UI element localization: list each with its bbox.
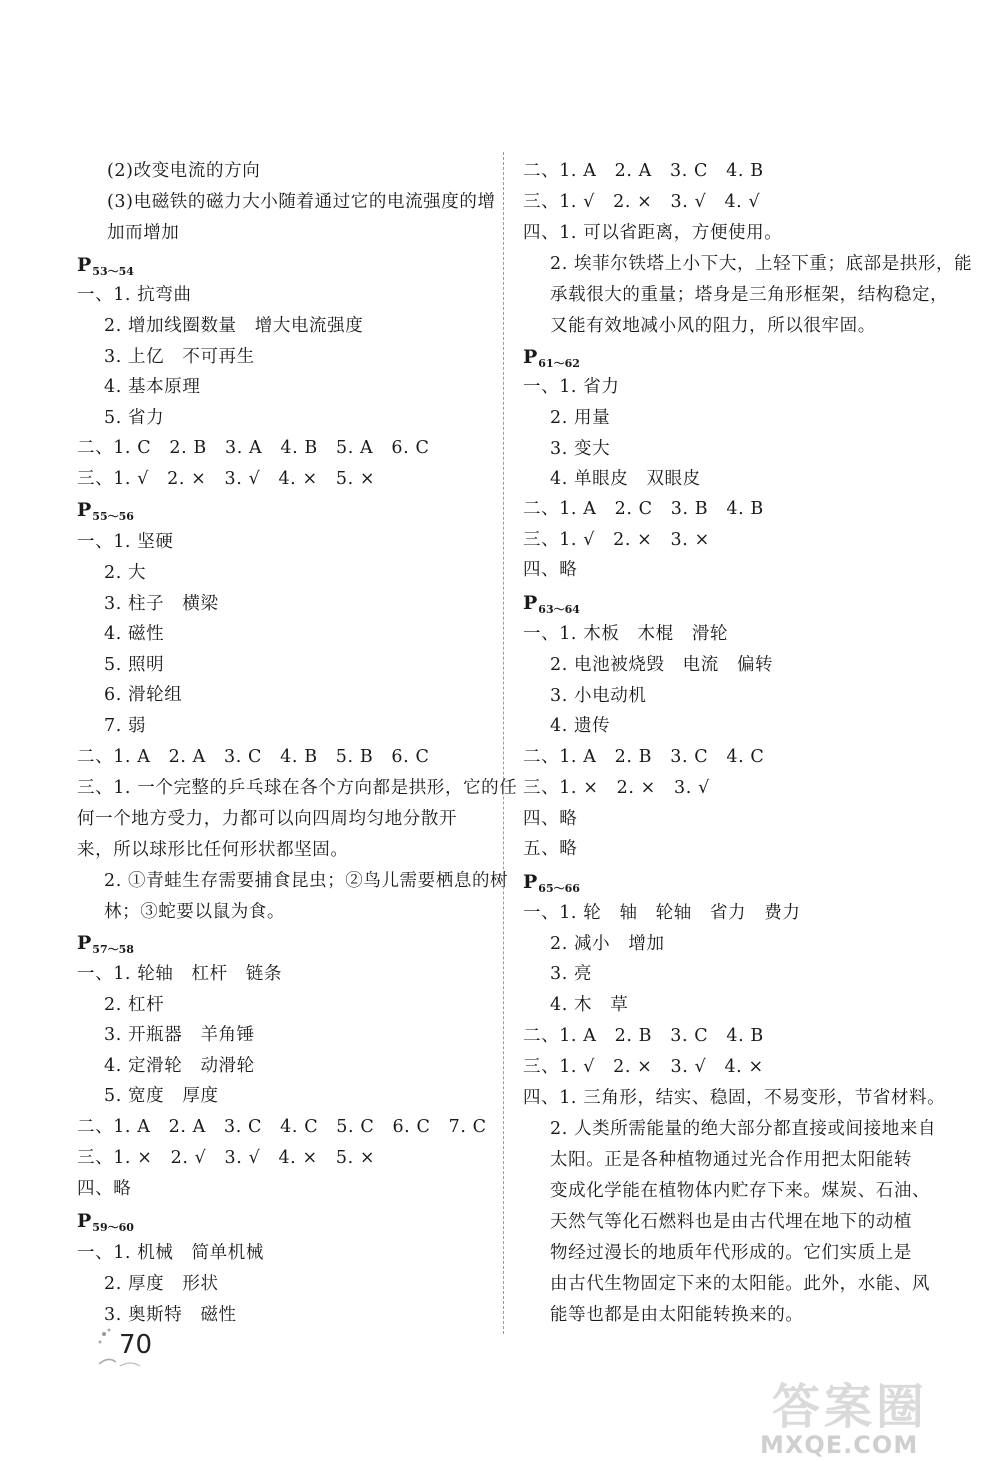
answer-line [523, 159, 764, 183]
answer-text: 2. 厚度 形状 [104, 1274, 219, 1294]
answer-line [107, 221, 179, 245]
answer-line [550, 467, 701, 491]
answer-text: 2. ①青蛙生存需要捕食昆虫；②鸟儿需要栖息的树 [104, 871, 509, 891]
answer-text: 一、1. 轮 轴 轮轴 省力 费力 [523, 903, 801, 923]
page-range-heading [523, 345, 580, 376]
answer-text: 一、1. 省力 [523, 377, 620, 397]
answer-text: 二、1. A 2. A 3. C 4. C 5. C 6. C 7. C [77, 1117, 487, 1137]
answer-text: 四、略 [523, 560, 578, 580]
answer-text: 三、1. × 2. √ 3. √ 4. × 5. × [77, 1148, 376, 1168]
column-divider [503, 152, 504, 1334]
page-range-heading [523, 870, 580, 901]
answer-text: 5. 省力 [104, 408, 165, 428]
answer-line [104, 561, 146, 585]
answer-line [550, 1272, 930, 1296]
answer-line [104, 653, 164, 677]
answer-line [77, 436, 429, 460]
answer-text: 林；③蛇要以鼠为食。 [104, 902, 285, 922]
answer-text: 2. 电池被烧毁 电流 偏转 [550, 655, 774, 675]
answer-text: 4. 磁性 [104, 624, 165, 644]
watermark [760, 1380, 998, 1460]
answer-line [104, 1054, 255, 1078]
answer-line [104, 683, 182, 707]
answer-line [550, 714, 610, 738]
answer-line [523, 190, 760, 214]
answer-text: 加而增加 [107, 223, 180, 243]
answer-line [523, 528, 710, 552]
answer-text: 一、1. 轮轴 杠杆 链条 [77, 964, 283, 984]
answer-line [77, 467, 375, 491]
answer-line [104, 993, 164, 1017]
answer-text: 7. 弱 [104, 716, 147, 736]
answer-text: 来，所以球形比任何形状都坚固。 [77, 840, 349, 860]
answer-line [77, 1241, 264, 1265]
answer-line [523, 1024, 764, 1048]
answer-line [523, 776, 710, 800]
answer-line [104, 592, 219, 616]
answer-text: 由古代生物固定下来的太阳能。此外，水能、风 [550, 1274, 931, 1294]
answer-line [523, 807, 577, 831]
answer-line [77, 1115, 487, 1139]
answer-text: 二、1. A 2. C 3. B 4. B [523, 499, 764, 519]
answer-text: 二、1. A 2. B 3. C 4. B [523, 1026, 764, 1046]
answer-text: 3. 亮 [550, 964, 593, 984]
answer-text: 变成化学能在植物体内贮存下来。煤炭、石油、 [550, 1181, 931, 1201]
page-number: 70 [119, 1330, 153, 1360]
answer-line [77, 962, 282, 986]
answer-text: 又能有效地减小风的阻力，所以很牢固。 [550, 316, 876, 336]
page-range-subscript: 65～66 [538, 882, 580, 895]
answer-text: 2. 减小 增加 [550, 934, 665, 954]
answer-line [523, 497, 764, 521]
answer-text: 4. 基本原理 [104, 377, 201, 397]
answer-line [550, 314, 876, 338]
answer-text: 4. 单眼皮 双眼皮 [550, 469, 701, 489]
answer-line [104, 714, 146, 738]
answer-text: 二、1. A 2. A 3. C 4. B [523, 161, 764, 181]
answer-line [550, 993, 628, 1017]
answer-text: 2. 增加线圈数量 增大电流强度 [104, 316, 364, 336]
answer-line [107, 159, 260, 183]
answer-line [550, 1241, 912, 1265]
answer-text: 二、1. C 2. B 3. A 4. B 5. A 6. C [77, 438, 430, 458]
answer-text: 3. 开瓶器 羊角锤 [104, 1025, 255, 1045]
answer-line [104, 345, 255, 369]
answer-text: 3. 上亿 不可再生 [104, 347, 255, 367]
answer-line [550, 962, 592, 986]
answer-line [550, 1303, 803, 1327]
answer-text: 四、1. 三角形，结实、稳固，不易变形，节省材料。 [523, 1088, 946, 1108]
page-range-heading [77, 931, 134, 962]
answer-line [523, 622, 728, 646]
page-range-heading [523, 591, 580, 622]
watermark-title: 答案圈 [772, 1379, 929, 1435]
answer-text: 4. 定滑轮 动滑轮 [104, 1056, 255, 1076]
answer-text: 3. 变大 [550, 439, 611, 459]
heading-letter: P [77, 254, 92, 276]
answer-text: 四、略 [77, 1179, 132, 1199]
answer-text: 四、1. 可以省距离，方便使用。 [523, 223, 783, 243]
page-range-subscript: 61～62 [538, 357, 580, 370]
answer-line [523, 1086, 945, 1110]
answer-line [107, 190, 496, 214]
answer-text: 何一个地方受力，力都可以向四周均匀地分散开 [77, 809, 458, 829]
answer-text: 2. 人类所需能量的绝大部分都直接或间接地来自 [550, 1119, 937, 1139]
heading-letter: P [77, 499, 92, 521]
answer-text: (3)电磁铁的磁力大小随着通过它的电流强度的增 [107, 192, 496, 212]
answer-line [523, 745, 764, 769]
page-range-subscript: 53～54 [92, 265, 134, 278]
answer-text: 能等也都是由太阳能转换来的。 [550, 1305, 804, 1325]
heading-letter: P [77, 1210, 92, 1232]
answer-line [550, 1179, 930, 1203]
answer-text: 天然气等化石燃料也是由古代埋在地下的动植 [550, 1212, 912, 1232]
answer-line [77, 745, 429, 769]
answer-text: 三、1. √ 2. × 3. √ 4. × [523, 1057, 764, 1077]
heading-letter: P [523, 592, 538, 614]
answer-line [523, 837, 577, 861]
answer-line [77, 530, 173, 554]
answer-line [523, 375, 619, 399]
answer-text: 一、1. 机械 简单机械 [77, 1243, 264, 1263]
answer-text: 3. 柱子 横梁 [104, 594, 219, 614]
page-range-heading [77, 253, 134, 284]
page-range-subscript: 63～64 [538, 603, 580, 616]
answer-line [550, 283, 948, 307]
answer-line [550, 406, 610, 430]
answer-line [523, 558, 577, 582]
answer-text: 物经过漫长的地质年代形成的。它们实质上是 [550, 1243, 912, 1263]
answer-line [523, 901, 800, 925]
answer-text: 4. 木 草 [550, 995, 629, 1015]
heading-letter: P [523, 871, 538, 893]
answer-line [550, 1210, 912, 1234]
answer-line [77, 807, 457, 831]
answer-text: 三、1. × 2. × 3. √ [523, 778, 710, 798]
answer-text: 6. 滑轮组 [104, 685, 183, 705]
answer-line [104, 1084, 219, 1108]
answer-line [550, 1148, 912, 1172]
page-range-subscript: 55～56 [92, 510, 134, 523]
answer-line [550, 932, 665, 956]
answer-text: 2. 大 [104, 563, 147, 583]
answer-text: 一、1. 木板 木棍 滑轮 [523, 624, 729, 644]
answer-line [104, 869, 508, 893]
answer-text: 承载很大的重量；塔身是三角形框架，结构稳定， [550, 285, 949, 305]
answer-line [77, 1146, 375, 1170]
answer-line [104, 1303, 237, 1327]
answer-line [104, 900, 285, 924]
answer-line [104, 406, 164, 430]
answer-line [104, 375, 200, 399]
answer-line [77, 776, 517, 800]
answer-text: 二、1. A 2. B 3. C 4. C [523, 747, 765, 767]
answer-text: (2)改变电流的方向 [107, 161, 261, 181]
page-range-heading [77, 1209, 134, 1240]
answer-line [104, 622, 164, 646]
answer-line [550, 684, 646, 708]
answer-line [550, 1117, 936, 1141]
answer-text: 太阳。正是各种植物通过光合作用把太阳能转 [550, 1150, 912, 1170]
answer-text: 三、1. 一个完整的乒乓球在各个方向都是拱形，它的任 [77, 778, 518, 798]
heading-letter: P [77, 932, 92, 954]
answer-line [77, 283, 192, 307]
answer-line [77, 838, 349, 862]
answer-text: 5. 宽度 厚度 [104, 1086, 219, 1106]
answer-text: 三、1. √ 2. × 3. × [523, 530, 710, 550]
answer-line [550, 653, 773, 677]
answer-line [550, 437, 610, 461]
answer-text: 3. 小电动机 [550, 686, 647, 706]
answer-text: 四、略 [523, 809, 578, 829]
heading-letter: P [523, 346, 538, 368]
answer-line [104, 1023, 255, 1047]
page-range-subscript: 59～60 [92, 1221, 134, 1234]
watermark-url: MXQE.COM [760, 1431, 919, 1459]
answer-text: 5. 照明 [104, 655, 165, 675]
answer-text: 3. 奥斯特 磁性 [104, 1305, 237, 1325]
answer-text: 五、略 [523, 839, 578, 859]
answer-text: 2. 埃菲尔铁塔上小下大，上轻下重；底部是拱形，能 [550, 254, 973, 274]
answer-line [523, 221, 782, 245]
answer-line [550, 252, 972, 276]
answer-line [77, 1177, 131, 1201]
answer-text: 一、1. 坚硬 [77, 532, 174, 552]
answer-text: 4. 遗传 [550, 716, 611, 736]
page-range-subscript: 57～58 [92, 943, 134, 956]
answer-text: 2. 杠杆 [104, 995, 165, 1015]
answer-text: 一、1. 抗弯曲 [77, 285, 192, 305]
answer-line [104, 314, 363, 338]
answer-text: 2. 用量 [550, 408, 611, 428]
answer-line [104, 1272, 219, 1296]
answer-text: 二、1. A 2. A 3. C 4. B 5. B 6. C [77, 747, 430, 767]
answer-text: 三、1. √ 2. × 3. √ 4. √ [523, 192, 761, 212]
page-range-heading [77, 498, 134, 529]
answer-text: 三、1. √ 2. × 3. √ 4. × 5. × [77, 469, 376, 489]
answer-line [523, 1055, 764, 1079]
